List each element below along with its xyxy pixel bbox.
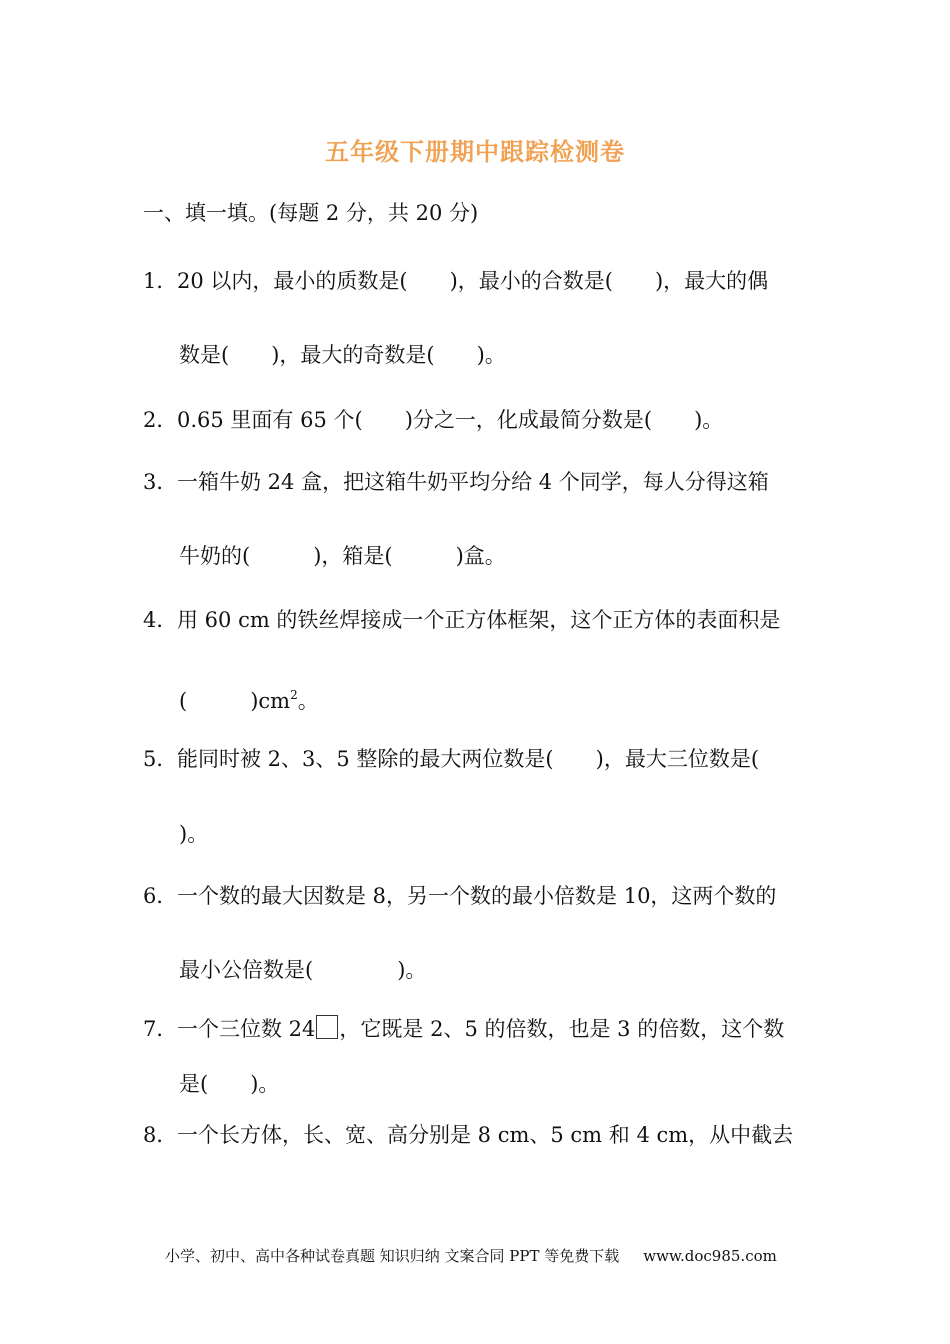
answer-blank-text: ( )cm (179, 689, 291, 713)
question-text: 20 以内，最小的质数是( )，最小的合数是( )，最大的偶 (177, 269, 769, 293)
blank-box (316, 1015, 338, 1039)
question-number: 1． (143, 269, 178, 293)
period: 。 (297, 689, 319, 713)
question-1-cont: 数是( )，最大的奇数是( )。 (179, 343, 506, 367)
superscript: 2 (290, 688, 298, 702)
question-text: ，它既是 2、5 的倍数，也是 3 的倍数，这个数 (339, 1017, 785, 1041)
question-2 (143, 405, 723, 435)
question-number: 8． (143, 1123, 178, 1147)
page-title: 五年级下册期中跟踪检测卷 (325, 138, 625, 166)
question-5-cont: )。 (179, 822, 209, 846)
question-number: 7． (143, 1017, 178, 1041)
footer-text: 小学、初中、高中各种试卷真题 知识归纳 文案合同 PPT 等免费下载 (165, 1247, 620, 1265)
question-5 (143, 744, 759, 774)
question-number: 5． (143, 747, 178, 771)
question-number: 3． (143, 470, 178, 494)
question-text: 0.65 里面有 65 个( )分之一，化成最简分数是( )。 (177, 408, 724, 432)
question-4-cont (179, 680, 319, 716)
footer-url[interactable]: www.doc985.com (643, 1247, 777, 1265)
question-6 (143, 881, 776, 911)
question-text: 一个长方体，长、宽、高分别是 8 cm、5 cm 和 4 cm，从中截去 (177, 1123, 794, 1147)
question-8 (143, 1120, 793, 1150)
page-footer (165, 1245, 777, 1266)
question-3-cont: 牛奶的( )，箱是( )盒。 (179, 544, 506, 568)
question-number: 6． (143, 884, 178, 908)
question-4 (143, 605, 780, 635)
question-number: 2． (143, 408, 178, 432)
question-text: 一箱牛奶 24 盒，把这箱牛奶平均分给 4 个同学，每人分得这箱 (177, 470, 769, 494)
question-number: 4． (143, 608, 178, 632)
question-1 (143, 266, 768, 296)
section-heading: 一、填一填。(每题 2 分，共 20 分) (143, 201, 479, 225)
question-text: 一个数的最大因数是 8，另一个数的最小倍数是 10，这两个数的 (177, 884, 777, 908)
question-text: 一个三位数 24 (177, 1017, 316, 1041)
question-7-cont: 是( )。 (179, 1072, 280, 1096)
question-text: 能同时被 2、3、5 整除的最大两位数是( )，最大三位数是( (177, 747, 760, 771)
question-text: 用 60 cm 的铁丝焊接成一个正方体框架，这个正方体的表面积是 (177, 608, 781, 632)
question-3 (143, 467, 769, 497)
question-7 (143, 1014, 784, 1044)
question-6-cont: 最小公倍数是( )。 (179, 958, 427, 982)
